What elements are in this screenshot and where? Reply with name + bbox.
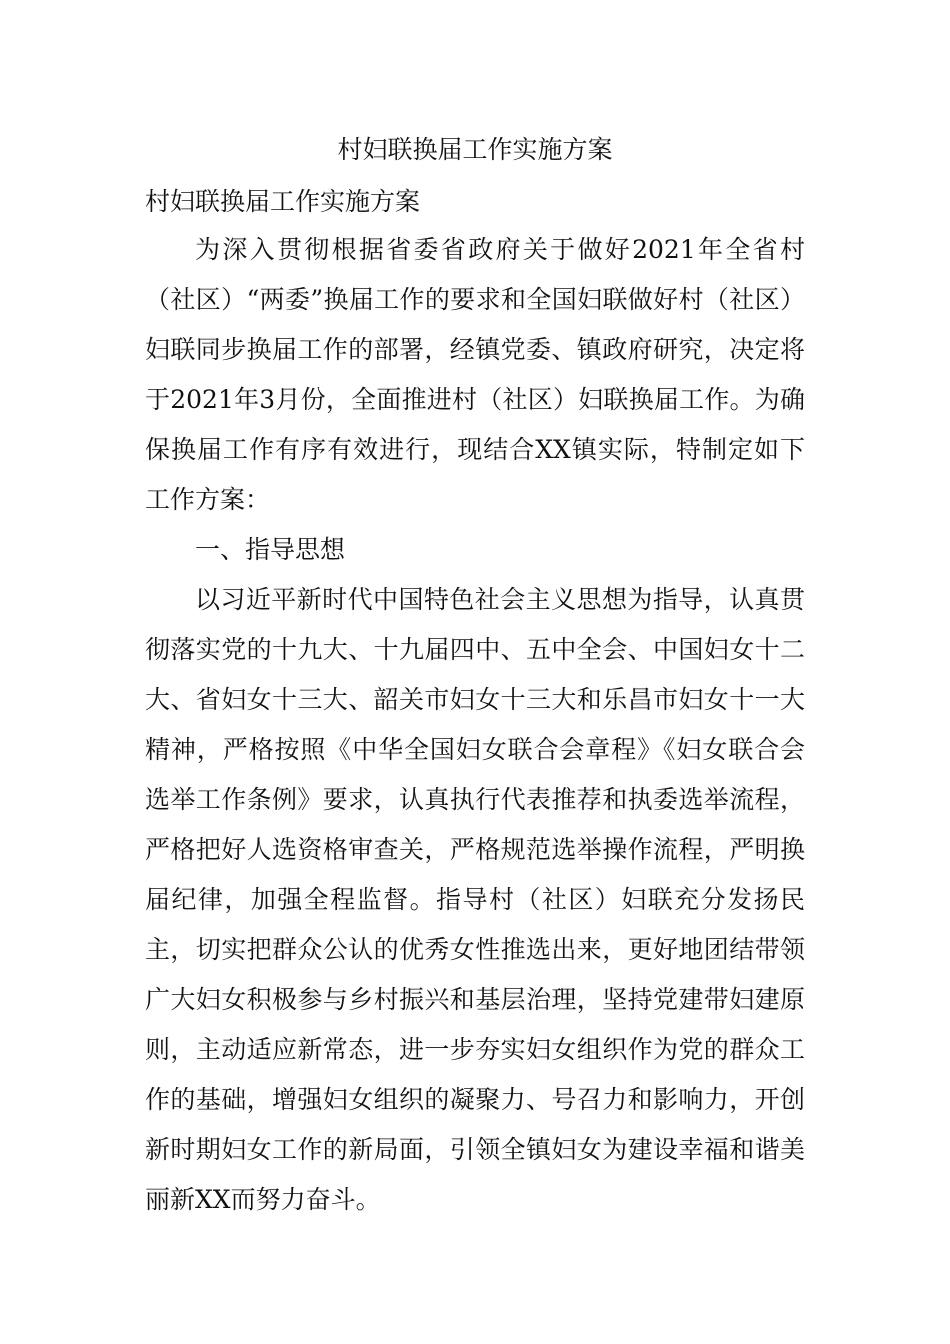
section-heading-guiding-ideology: 一、指导思想: [195, 535, 346, 564]
document-subtitle: 村妇联换届工作实施方案: [145, 187, 421, 216]
document-title: 村妇联换届工作实施方案: [337, 135, 613, 164]
section-paragraph-guiding-ideology: 以习近平新时代中国特色社会主义思想为指导，认真贯彻落实党的十九大、十九届四中、五中全会、中国妇女十二大、省妇女十三大、韶关市妇女十三大和乐昌市妇女十一大精神，严格按照《中华全国妇女联合会章程》《妇女联合会选举工作条例》要求，认真执行代表推荐和执委选举流程，严格把好人选资格审查关，严格规范选举操作流程，严明换届纪律，加强全程监督。指导村（社区）妇联充分发扬民主，切实把群众公认的优秀女性推选出来，更好地团结带领广大妇女积极参与乡村振兴和基层治理，坚持党建带妇建原则，主动适应新常态，进一步夯实妇女组织作为党的群众工作的基础，增强妇女组织的凝聚力、号召力和影响力，开创新时期妇女工作的新局面，引领全镇妇女为建设幸福和谐美丽新XX而努力奋斗。: [145, 585, 805, 1214]
intro-paragraph: 为深入贯彻根据省委省政府关于做好2021年全省村（社区）“两委”换届工作的要求和全国妇联做好村（社区）妇联同步换届工作的部署，经镇党委、镇政府研究，决定将于2021年3月份，全面推进村（社区）妇联换届工作。为确保换届工作有序有效进行，现结合XX镇实际，特制定如下工作方案：: [145, 235, 805, 514]
